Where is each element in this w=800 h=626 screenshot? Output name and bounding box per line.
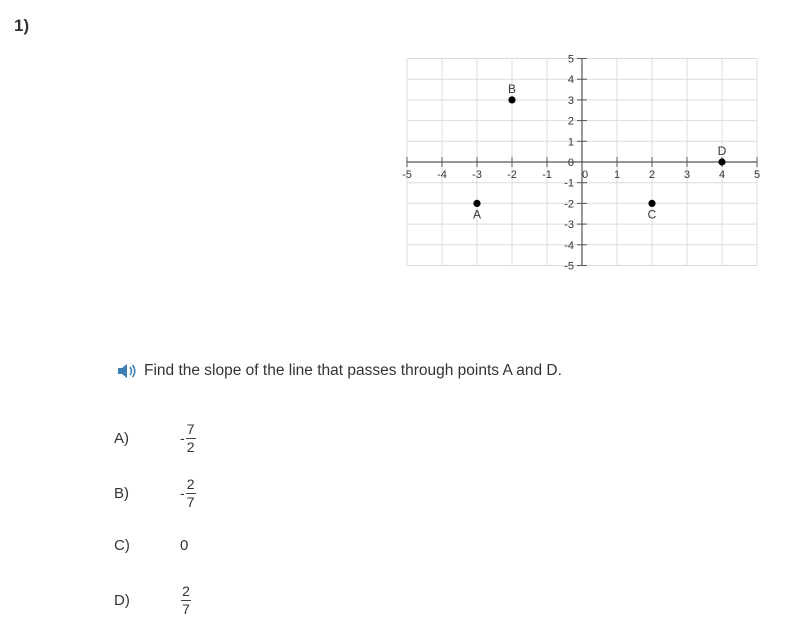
choice-value <box>180 584 191 617</box>
fraction-sign: - <box>180 484 185 501</box>
fraction-sign: - <box>180 429 185 446</box>
point-label-d: D <box>717 144 727 158</box>
choice-b[interactable] <box>114 477 196 510</box>
coordinate-graph <box>0 0 800 300</box>
point-label-b: B <box>507 81 517 96</box>
y-tick-label: -4 <box>564 239 574 252</box>
choice-letter: D) <box>114 592 130 609</box>
tick-labels <box>402 54 760 273</box>
x-tick-label: 5 <box>753 169 761 181</box>
question-number: 1) <box>14 16 30 35</box>
point-a <box>473 200 480 207</box>
x-tick-label: -5 <box>402 169 412 181</box>
point-label-a: A <box>472 207 482 222</box>
y-tick-label: 1 <box>567 136 574 149</box>
y-tick-label: -3 <box>564 219 574 232</box>
fraction-denominator: 7 <box>186 494 195 510</box>
choice-value: 0 <box>180 537 189 554</box>
choice-a[interactable] <box>114 422 196 455</box>
axes <box>407 59 757 266</box>
y-tick-label: 4 <box>567 74 574 87</box>
x-tick-label: -4 <box>437 169 447 181</box>
x-tick-label: 3 <box>683 169 691 181</box>
x-tick-label: -3 <box>472 169 482 181</box>
fraction-denominator: 2 <box>186 439 195 455</box>
point-b <box>508 96 515 103</box>
y-tick-label: 5 <box>567 53 574 66</box>
y-tick-label: -5 <box>564 260 574 273</box>
y-tick-label: -1 <box>564 177 574 190</box>
fraction-numerator: 7 <box>186 421 195 437</box>
y-tick-label: 0 <box>567 157 574 169</box>
point-d <box>718 158 725 165</box>
choice-d[interactable] <box>114 584 191 617</box>
x-tick-label: 0 <box>581 169 589 181</box>
fraction-numerator: 2 <box>186 476 195 492</box>
fraction-numerator: 2 <box>182 583 190 599</box>
x-tick-label: -2 <box>507 169 517 181</box>
choice-letter: B) <box>114 485 129 502</box>
x-tick-label: 1 <box>613 169 621 181</box>
point-c <box>648 200 655 207</box>
x-tick-label: -1 <box>542 169 552 181</box>
y-tick-label: 2 <box>567 115 574 128</box>
plotted-points <box>473 82 727 222</box>
prompt-text: Find the slope of the line that passes through points A and D. <box>144 362 562 379</box>
y-tick-label: 3 <box>567 94 574 107</box>
speaker-icon[interactable] <box>116 362 138 380</box>
y-tick-label: -2 <box>564 198 574 211</box>
choice-letter: C) <box>114 537 130 554</box>
choice-value <box>180 422 196 455</box>
question-prompt <box>116 362 562 380</box>
x-tick-label: 4 <box>718 169 726 181</box>
choice-c[interactable] <box>114 537 188 554</box>
fraction-denominator: 7 <box>182 601 190 617</box>
choice-value <box>180 477 196 510</box>
x-tick-label: 2 <box>648 169 656 181</box>
point-label-c: C <box>647 207 657 222</box>
choice-letter: A) <box>114 430 129 447</box>
